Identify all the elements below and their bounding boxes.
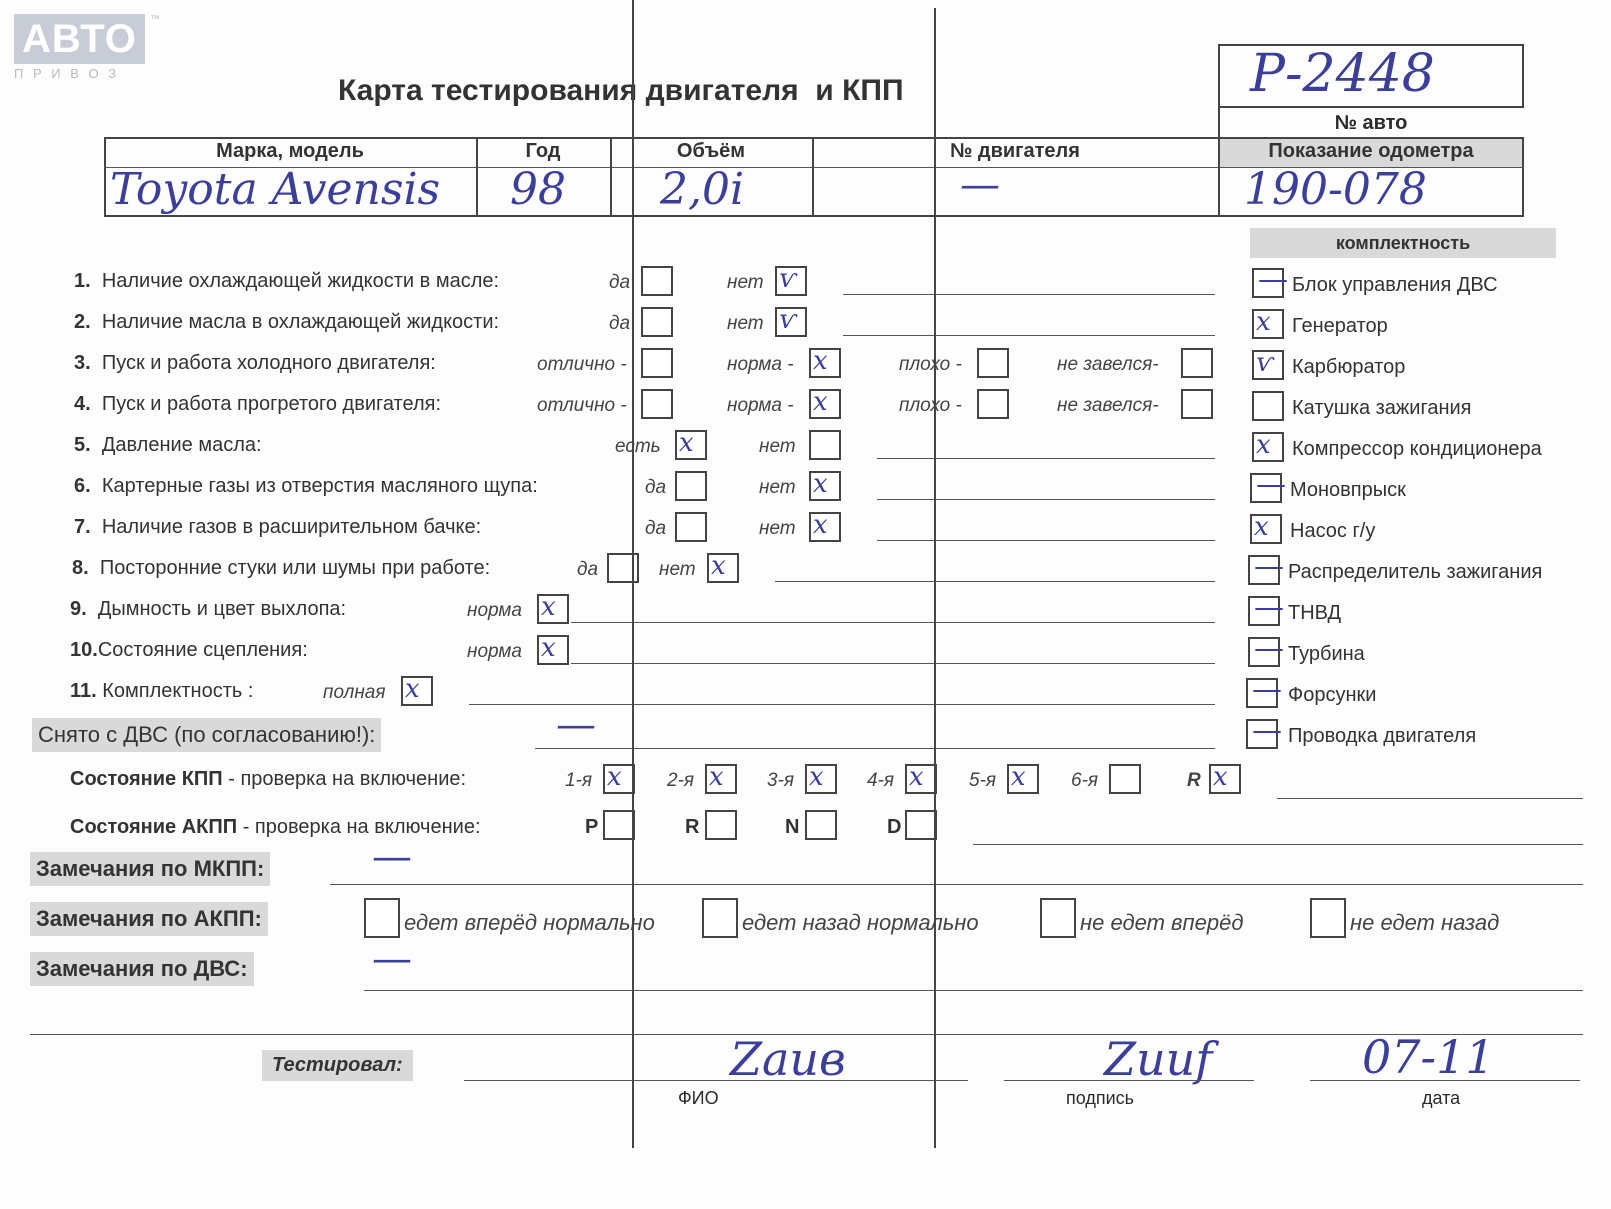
item-5: 5. Давление масла:: [74, 434, 262, 456]
komplekt-title: комплектность: [1250, 228, 1556, 258]
gear-r-checkbox[interactable]: х: [1209, 764, 1241, 794]
komplekt-turbo-checkbox[interactable]: —: [1248, 637, 1280, 667]
komplekt-ps-pump-checkbox[interactable]: х: [1250, 514, 1282, 544]
komplekt-distributor: Распределитель зажигания: [1288, 561, 1543, 583]
item-9-normal-checkbox[interactable]: х: [537, 594, 569, 624]
komplekt-mono-injection: Моновпрыск: [1290, 479, 1406, 501]
removed-label: Снято с ДВС (по согласованию!):: [32, 718, 381, 752]
item-2-yes-checkbox[interactable]: [641, 307, 673, 337]
col-header-model: Марка, модель: [216, 140, 364, 162]
gear-1-checkbox[interactable]: х: [603, 764, 635, 794]
akpp-backward-ok-checkbox[interactable]: [702, 898, 738, 938]
item-1-no-checkbox[interactable]: ѵ: [775, 266, 807, 296]
item-3-normal-checkbox[interactable]: х: [809, 348, 841, 378]
logo: [14, 14, 145, 81]
item-9: 9. Дымность и цвет выхлопа:: [70, 598, 347, 620]
akpp-label: Состояние АКПП - проверка на включение:: [70, 816, 481, 838]
page-title: Карта тестирования двигателя и КПП: [338, 74, 904, 107]
akpp-d-checkbox[interactable]: [905, 810, 937, 840]
item-7-yes-checkbox[interactable]: [675, 512, 707, 542]
item-3-bad-checkbox[interactable]: [977, 348, 1009, 378]
komplekt-generator-checkbox[interactable]: х: [1252, 309, 1284, 339]
remarks-akpp-label: Замечания по АКПП:: [30, 902, 268, 936]
komplekt-ps-pump: Насос г/у: [1290, 520, 1376, 542]
item-10: 10.Состояние сцепления:: [70, 639, 308, 661]
item-4-nostart-checkbox[interactable]: [1181, 389, 1213, 419]
item-1-yes-checkbox[interactable]: [641, 266, 673, 296]
komplekt-distributor-checkbox[interactable]: —: [1248, 555, 1280, 585]
col-header-odometer: Показание одометра: [1268, 140, 1474, 162]
col-header-year: Год: [525, 140, 561, 162]
item-8-no-checkbox[interactable]: х: [707, 553, 739, 583]
gear-5-checkbox[interactable]: х: [1007, 764, 1039, 794]
fold-line-right: [934, 8, 936, 1148]
akpp-no-forward-checkbox[interactable]: [1040, 898, 1076, 938]
komplekt-wiring-checkbox[interactable]: —: [1246, 719, 1278, 749]
auto-number-value: Р-2448: [1250, 44, 1435, 104]
komplekt-carburetor: Карбюратор: [1292, 356, 1406, 378]
item-3: 3. Пуск и работа холодного двигателя:: [74, 352, 436, 374]
remarks-mkpp-label: Замечания по МКПП:: [30, 852, 270, 886]
komplekt-turbo: Турбина: [1288, 643, 1365, 665]
logo-main: АВТО: [14, 14, 145, 64]
sign-value: Zuuf: [1104, 1032, 1213, 1086]
col-header-engine-no: № двигателя: [950, 140, 1080, 162]
date-label: дата: [1422, 1088, 1461, 1108]
komplekt-coil-checkbox[interactable]: [1252, 391, 1284, 421]
akpp-p-checkbox[interactable]: [603, 810, 635, 840]
item-11-full-checkbox[interactable]: х: [401, 676, 433, 706]
komplekt-tnvd-checkbox[interactable]: —: [1248, 596, 1280, 626]
auto-number-label: № авто: [1334, 112, 1408, 134]
komplekt-coil: Катушка зажигания: [1292, 397, 1472, 419]
item-4: 4. Пуск и работа прогретого двигателя:: [74, 393, 442, 415]
item-5-yes-checkbox[interactable]: х: [675, 430, 707, 460]
komplekt-ecu: Блок управления ДВС: [1292, 274, 1498, 296]
item-7-no-checkbox[interactable]: х: [809, 512, 841, 542]
logo-tm: ™: [150, 14, 160, 25]
komplekt-carburetor-checkbox[interactable]: ѵ: [1252, 350, 1284, 380]
fio-value: Zauв: [730, 1032, 846, 1086]
logo-sub: П Р И В О З: [14, 66, 120, 81]
akpp-r-checkbox[interactable]: [705, 810, 737, 840]
item-8-yes-checkbox[interactable]: [607, 553, 639, 583]
model-value: Toyota Avensis: [110, 164, 441, 215]
komplekt-ac-compressor-checkbox[interactable]: х: [1252, 432, 1284, 462]
removed-value: —: [556, 702, 596, 748]
gear-4-checkbox[interactable]: х: [905, 764, 937, 794]
komplekt-mono-injection-checkbox[interactable]: —: [1250, 473, 1282, 503]
akpp-value: —: [372, 834, 412, 880]
item-4-normal-checkbox[interactable]: х: [809, 389, 841, 419]
komplekt-injectors-checkbox[interactable]: —: [1246, 678, 1278, 708]
year-value: 98: [510, 164, 566, 215]
item-8: 8. Посторонние стуки или шумы при работе:: [72, 557, 491, 579]
item-11: 11. Комплектность :: [70, 680, 254, 702]
item-2: 2. Наличие масла в охлаждающей жидкости:: [74, 311, 500, 333]
tested-label: Тестировал:: [262, 1050, 413, 1081]
item-5-no-checkbox[interactable]: [809, 430, 841, 460]
item-3-nostart-checkbox[interactable]: [1181, 348, 1213, 378]
akpp-forward-ok-checkbox[interactable]: [364, 898, 400, 938]
item-3-excellent-checkbox[interactable]: [641, 348, 673, 378]
date-value: 07-11: [1362, 1030, 1495, 1084]
komplekt-wiring: Проводка двигателя: [1288, 725, 1477, 747]
item-6-yes-checkbox[interactable]: [675, 471, 707, 501]
item-6: 6. Картерные газы из отверстия масляного щупа:: [74, 475, 538, 497]
item-2-no-checkbox[interactable]: ѵ: [775, 307, 807, 337]
item-4-bad-checkbox[interactable]: [977, 389, 1009, 419]
odometer-value: 190-078: [1244, 164, 1427, 215]
item-7: 7. Наличие газов в расширительном бачке:: [74, 516, 482, 538]
akpp-no-backward-checkbox[interactable]: [1310, 898, 1346, 938]
gear-6-checkbox[interactable]: [1109, 764, 1141, 794]
fio-label: ФИО: [678, 1088, 719, 1108]
akpp-n-checkbox[interactable]: [805, 810, 837, 840]
komplekt-tnvd: ТНВД: [1288, 602, 1342, 624]
kpp-label: Состояние КПП - проверка на включение:: [70, 768, 467, 790]
col-header-volume: Объём: [676, 140, 746, 162]
item-6-no-checkbox[interactable]: х: [809, 471, 841, 501]
remarks-dvs-value: —: [372, 936, 412, 982]
item-4-excellent-checkbox[interactable]: [641, 389, 673, 419]
komplekt-ecu-checkbox[interactable]: —: [1252, 268, 1284, 298]
komplekt-generator: Генератор: [1292, 315, 1388, 337]
komplekt-injectors: Форсунки: [1288, 684, 1377, 706]
volume-value: 2,0i: [660, 164, 745, 215]
gear-3-checkbox[interactable]: х: [805, 764, 837, 794]
gear-2-checkbox[interactable]: х: [705, 764, 737, 794]
komplekt-ac-compressor: Компрессор кондиционера: [1292, 438, 1542, 460]
remarks-dvs-label: Замечания по ДВС:: [30, 952, 254, 986]
fold-line-left: [632, 0, 634, 1148]
sign-label: подпись: [1066, 1088, 1135, 1108]
engine-no-value: —: [960, 162, 1000, 208]
item-1: 1. Наличие охлаждающей жидкости в масле:: [74, 270, 500, 292]
item-10-normal-checkbox[interactable]: х: [537, 635, 569, 665]
